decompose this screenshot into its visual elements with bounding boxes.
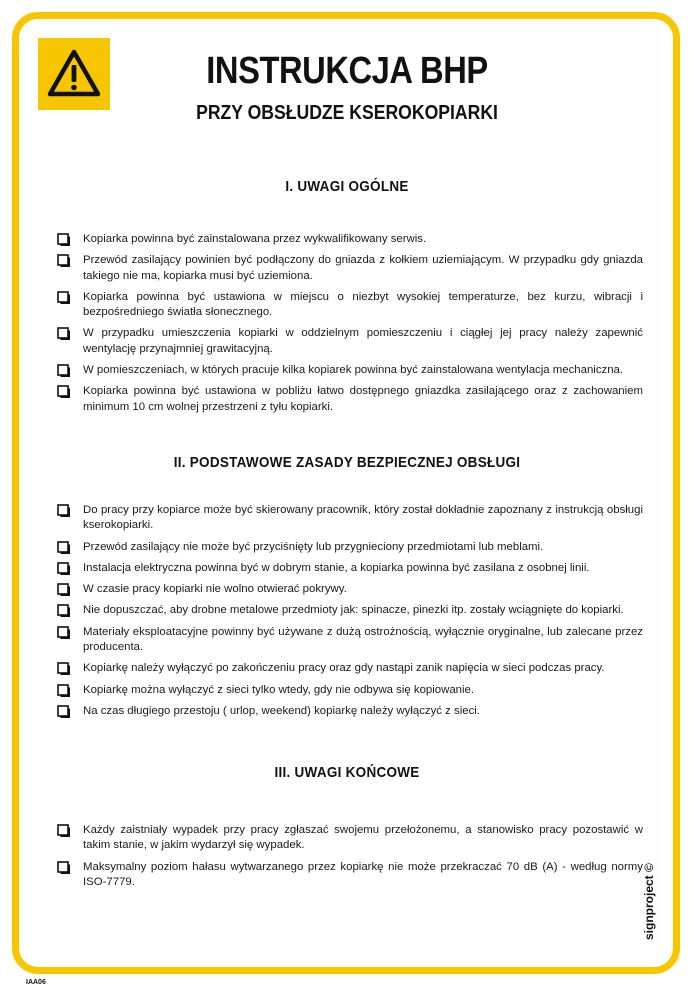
checkbox-icon	[57, 233, 71, 247]
checkbox-icon	[57, 662, 71, 676]
list-item-text: Kopiarkę należy wyłączyć po zakończeniu pracy oraz gdy nastąpi zanik napięcia w sieci podczas pracy.	[83, 662, 605, 675]
list-item-text: Przewód zasilający powinien być podłączony do gniazda z kołkiem uziemiającym. W przypadku gdy gniazda takiego nie ma, kopiarka musi być uziemiona.	[83, 254, 643, 282]
list-item	[55, 253, 643, 284]
list-item	[55, 704, 643, 719]
checkbox-icon	[57, 604, 71, 618]
section-heading-2: II. PODSTAWOWE ZASADY BEZPIECZNEJ OBSŁUGI	[173, 454, 521, 471]
list-item	[55, 823, 643, 854]
list-item	[55, 232, 643, 247]
list-item-text: Kopiarka powinna być ustawiona w miejscu o niezbyt wysokiej temperaturze, bez kurzu, wibracji i bezpośredniego światła słonecznego.	[83, 290, 643, 319]
list-item-text: Kopiarkę można wyłączyć z sieci tylko wtedy, gdy nie odbywa się kopiowanie.	[83, 683, 475, 696]
list-item	[55, 582, 643, 597]
section-list-1	[55, 232, 643, 421]
section-heading-3: III. UWAGI KOŃCOWE	[274, 764, 420, 781]
page-title: INSTRUKCJA BHP	[206, 50, 488, 92]
checkbox-icon	[57, 626, 71, 640]
checkbox-icon	[57, 291, 71, 305]
checkbox-icon	[57, 583, 71, 597]
list-item-text: Każdy zaistniały wypadek przy pracy zgłaszać swojemu przełożonemu, a stanowisko pracy pozostawić w takim stanie, w jakim wydarzył się wypadek.	[83, 824, 643, 852]
signproject-credit: signproject ©	[642, 863, 656, 940]
list-item	[55, 326, 643, 357]
checkbox-icon	[57, 364, 71, 378]
list-item-text: Przewód zasilający nie może być przyciśnięty lub przygnieciony przedmiotami lub meblami.	[83, 540, 544, 553]
list-item-text: Kopiarka powinna być ustawiona w pobliżu łatwo dostępnego gniazdka zasilającego oraz z zachowaniem minimum 10 cm wolnej przestrzeni z tyłu kopiarki.	[83, 385, 643, 413]
checkbox-icon	[57, 824, 71, 838]
list-item-text: W czasie pracy kopiarki nie wolno otwierać pokrywy.	[83, 583, 347, 596]
list-item	[55, 384, 643, 415]
list-item-text: Maksymalny poziom hałasu wytwarzanego przez kopiarkę nie może przekraczać 70 dB (A) - według normy ISO-7779.	[83, 860, 643, 888]
list-item-text: W pomieszczeniach, w których pracuje kilka kopiarek powinna być zainstalowana wentylacja mechaniczna.	[83, 364, 624, 377]
list-item	[55, 561, 643, 576]
checkbox-icon	[57, 705, 71, 719]
section-list-3	[55, 823, 643, 896]
list-item	[55, 625, 643, 656]
checkbox-icon	[57, 385, 71, 399]
list-item	[55, 363, 643, 378]
section-list-2	[55, 503, 643, 725]
page-subtitle: PRZY OBSŁUDZE KSEROKOPIARKI	[196, 102, 498, 124]
list-item-text: Kopiarka powinna być zainstalowana przez wykwalifikowany serwis.	[83, 233, 427, 245]
list-item-text: Na czas długiego przestoju ( urlop, weekend) kopiarkę należy wyłączyć z sieci.	[83, 704, 480, 717]
list-item-text: W przypadku umieszczenia kopiarki w oddzielnym pomieszczeniu i ciągłej jej pracy należy zapewnić wentylację przynajmniej grawitacyjną.	[83, 327, 643, 355]
checkbox-icon	[57, 541, 71, 555]
list-item	[55, 603, 643, 618]
list-item	[55, 290, 643, 321]
checkbox-icon	[57, 562, 71, 576]
checkbox-icon	[57, 861, 71, 875]
checkbox-icon	[57, 684, 71, 698]
checkbox-icon	[57, 327, 71, 341]
list-item	[55, 860, 643, 891]
checkbox-icon	[57, 254, 71, 268]
list-item	[55, 540, 643, 555]
list-item-text: Nie dopuszczać, aby drobne metalowe przedmioty jak: spinacze, pinezki itp. zostały wciągnięte do kopiarki.	[83, 604, 624, 617]
list-item-text: Do pracy przy kopiarce może być skierowany pracownik, który został dokładnie zapoznany z instrukcją obsługi kserokopiarki.	[83, 504, 643, 532]
list-item	[55, 661, 643, 676]
list-item-text: Instalacja elektryczna powinna być w dobrym stanie, a kopiarka powinna być zasilana z osobnej linii.	[83, 561, 590, 574]
list-item-text: Materiały eksploatacyjne powinny być używane z dużą ostrożnością, wyłącznie oryginalne, lub zalecane przez producenta.	[83, 625, 643, 654]
section-heading-1: I. UWAGI OGÓLNE	[285, 178, 409, 195]
checkbox-icon	[57, 504, 71, 518]
list-item	[55, 683, 643, 698]
list-item	[55, 503, 643, 534]
sign-code: IAA06	[26, 979, 46, 986]
